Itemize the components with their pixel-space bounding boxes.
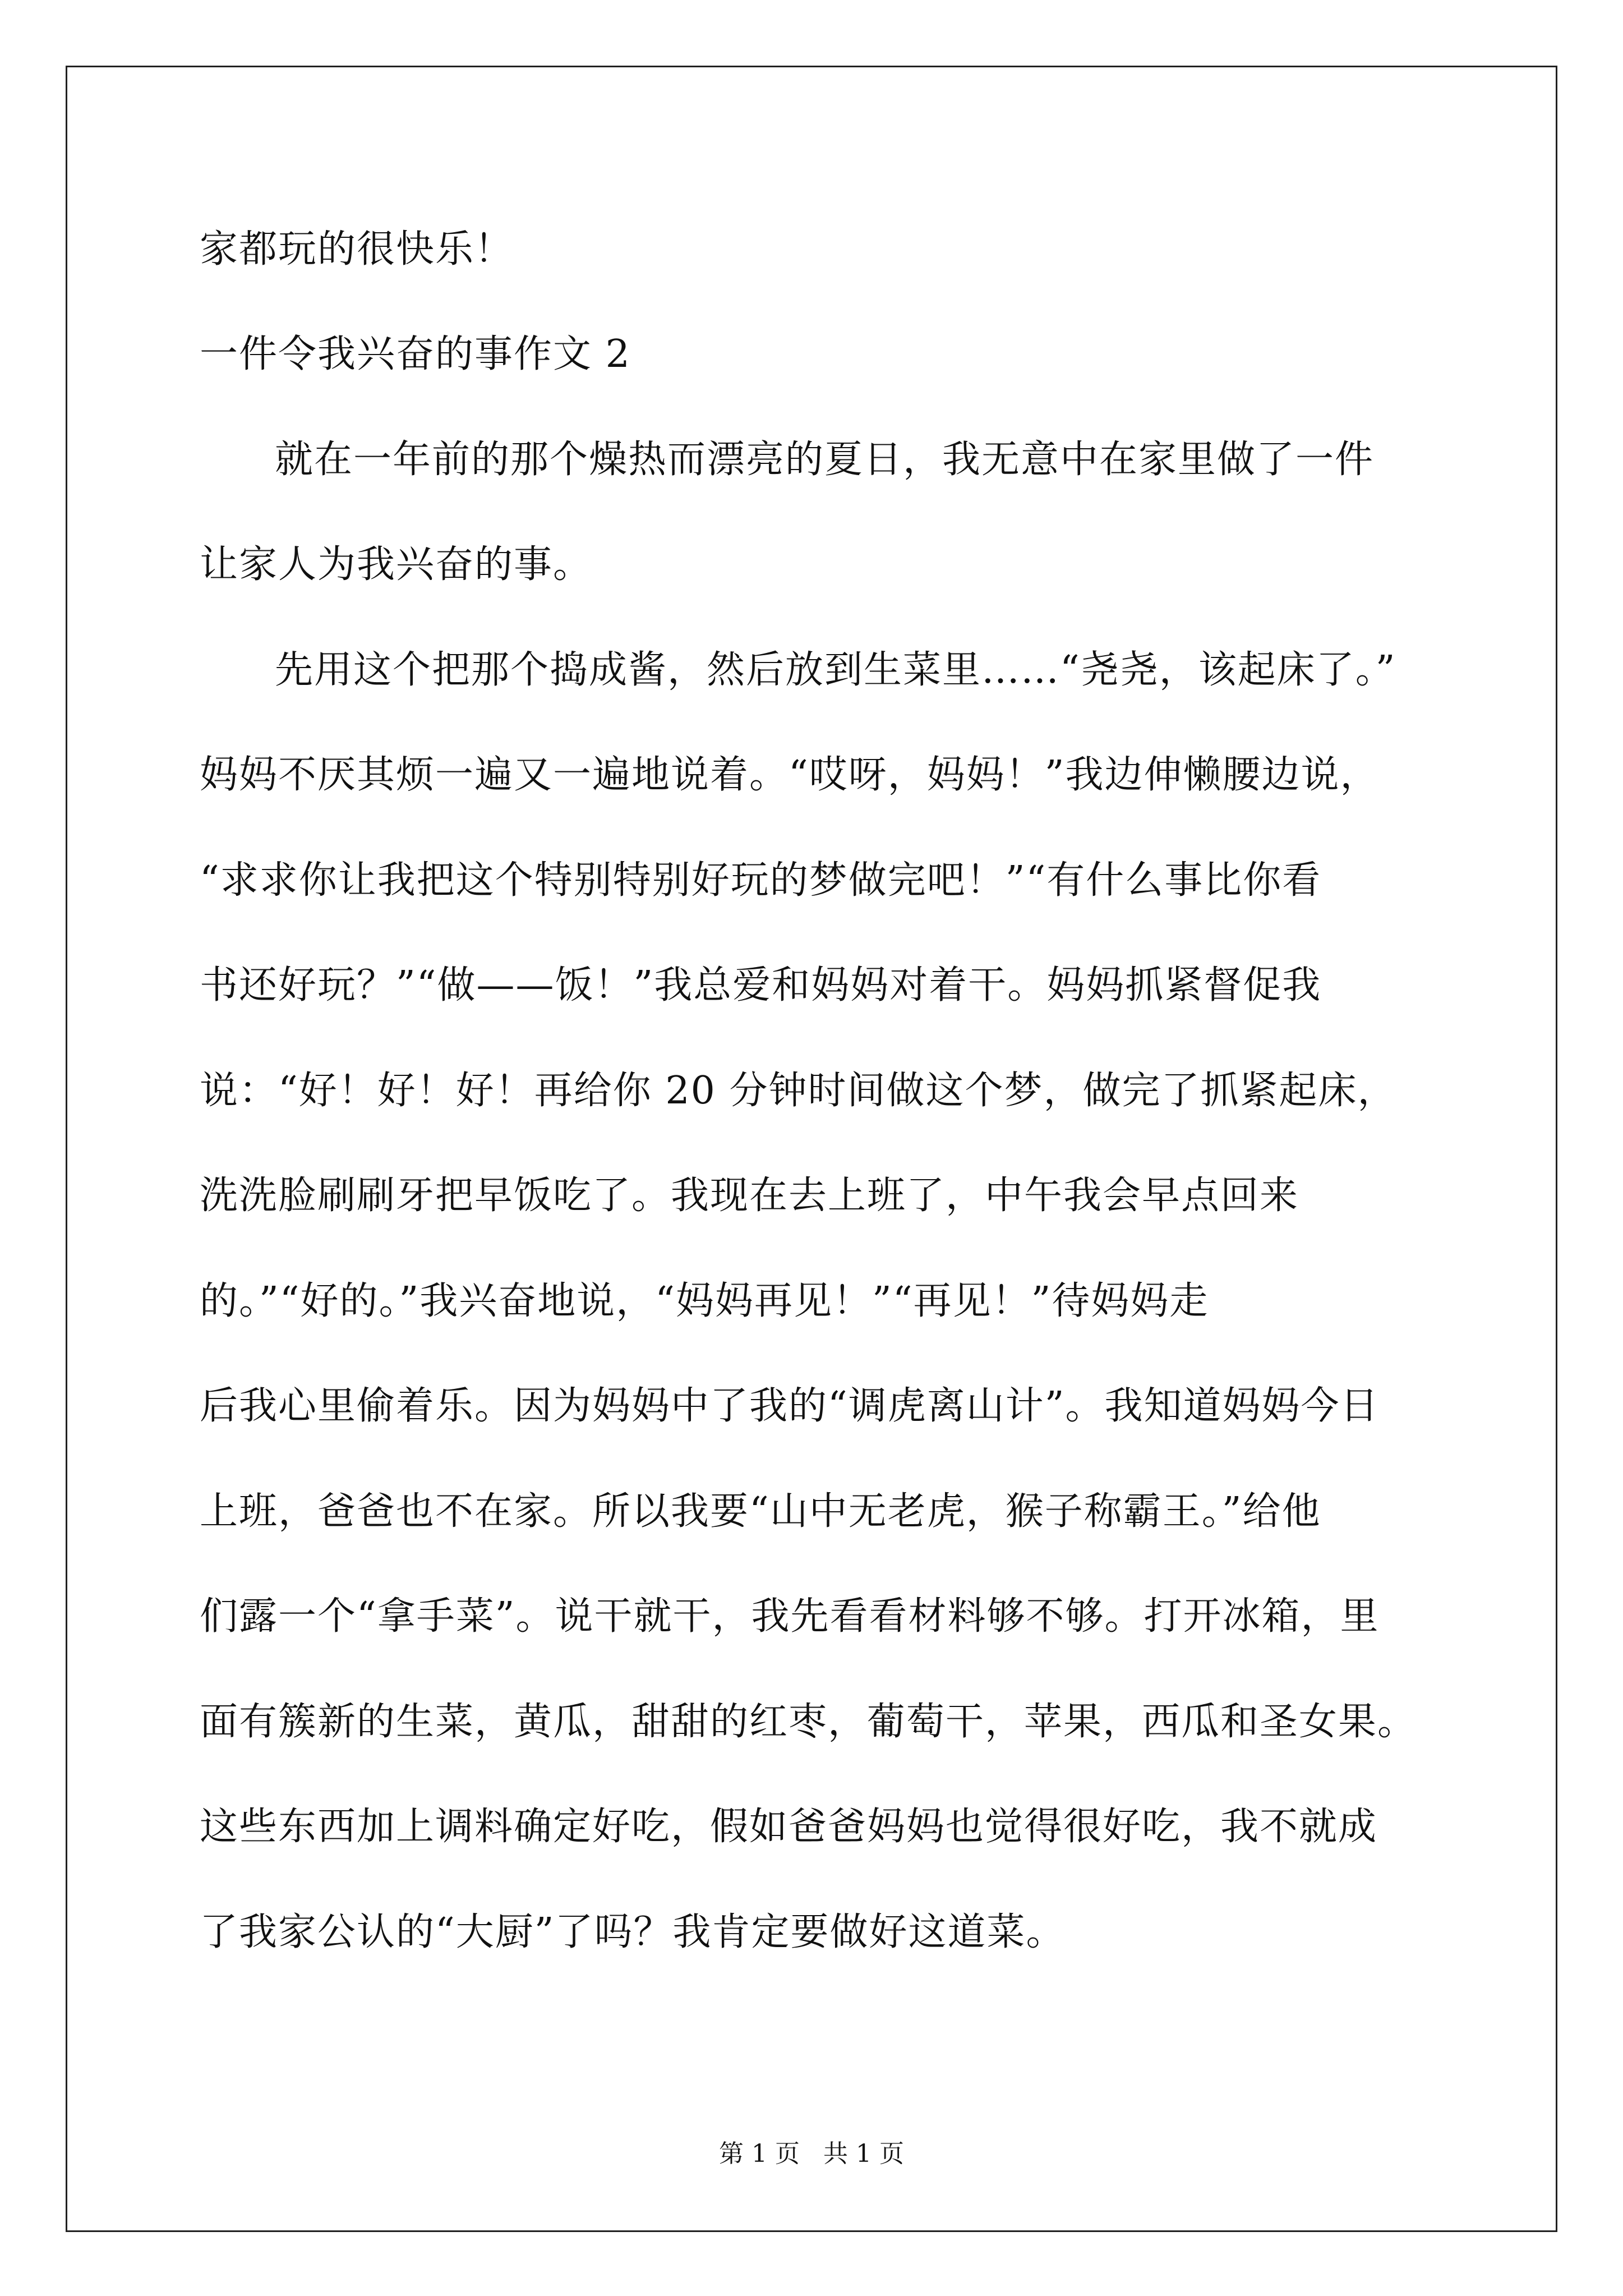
text-line: 让家人为我兴奋的事。 (200, 542, 593, 587)
text-line: “求求你让我把这个特别特别好玩的梦做完吧！”“有什么事比你看 (200, 858, 1322, 903)
paragraph-start: 先用这个把那个捣成酱，然后放到生菜里……“尧尧，该起床了。” (275, 648, 1396, 692)
essay-title: 一件令我兴奋的事作文 2 (200, 332, 631, 376)
text-line: 书还好玩？”“做——饭！”我总爱和妈妈对着干。妈妈抓紧督促我 (200, 963, 1322, 1007)
text-line: 后我心里偷着乐。因为妈妈中了我的“调虎离山计”。我知道妈妈今日 (200, 1384, 1380, 1428)
text-line: 这些东西加上调料确定好吃，假如爸爸妈妈也觉得很好吃，我不就成 (200, 1805, 1378, 1849)
text-line: 说：“好！好！好！再给你 20 分钟时间做这个梦，做完了抓紧起床， (200, 1069, 1397, 1113)
text-line: 家都玩的很快乐！ (200, 227, 514, 272)
paragraph-start: 就在一年前的那个燥热而漂亮的夏日，我无意中在家里做了一件 (275, 438, 1375, 482)
text-line: 的。”“好的。”我兴奋地说，“妈妈再见！”“再见！”待妈妈走 (200, 1279, 1209, 1323)
text-line: 洗洗脸刷刷牙把早饭吃了。我现在去上班了，中午我会早点回来 (200, 1174, 1299, 1218)
text-line: 妈妈不厌其烦一遍又一遍地说着。“哎呀，妈妈！”我边伸懒腰边说， (200, 753, 1380, 797)
text-line: 了我家公认的“大厨”了吗？我肯定要做好这道菜。 (200, 1910, 1066, 1954)
text-line: 面有簇新的生菜，黄瓜，甜甜的红枣，葡萄干，苹果，西瓜和圣女果。 (200, 1700, 1417, 1744)
text-line: 们露一个“拿手菜”。说干就干，我先看看材料够不够。打开冰箱，里 (200, 1594, 1380, 1639)
text-line: 上班，爸爸也不在家。所以我要“山中无老虎，猴子称霸王。”给他 (200, 1489, 1321, 1534)
page-footer: 第 1 页 共 1 页 (719, 2139, 904, 2168)
